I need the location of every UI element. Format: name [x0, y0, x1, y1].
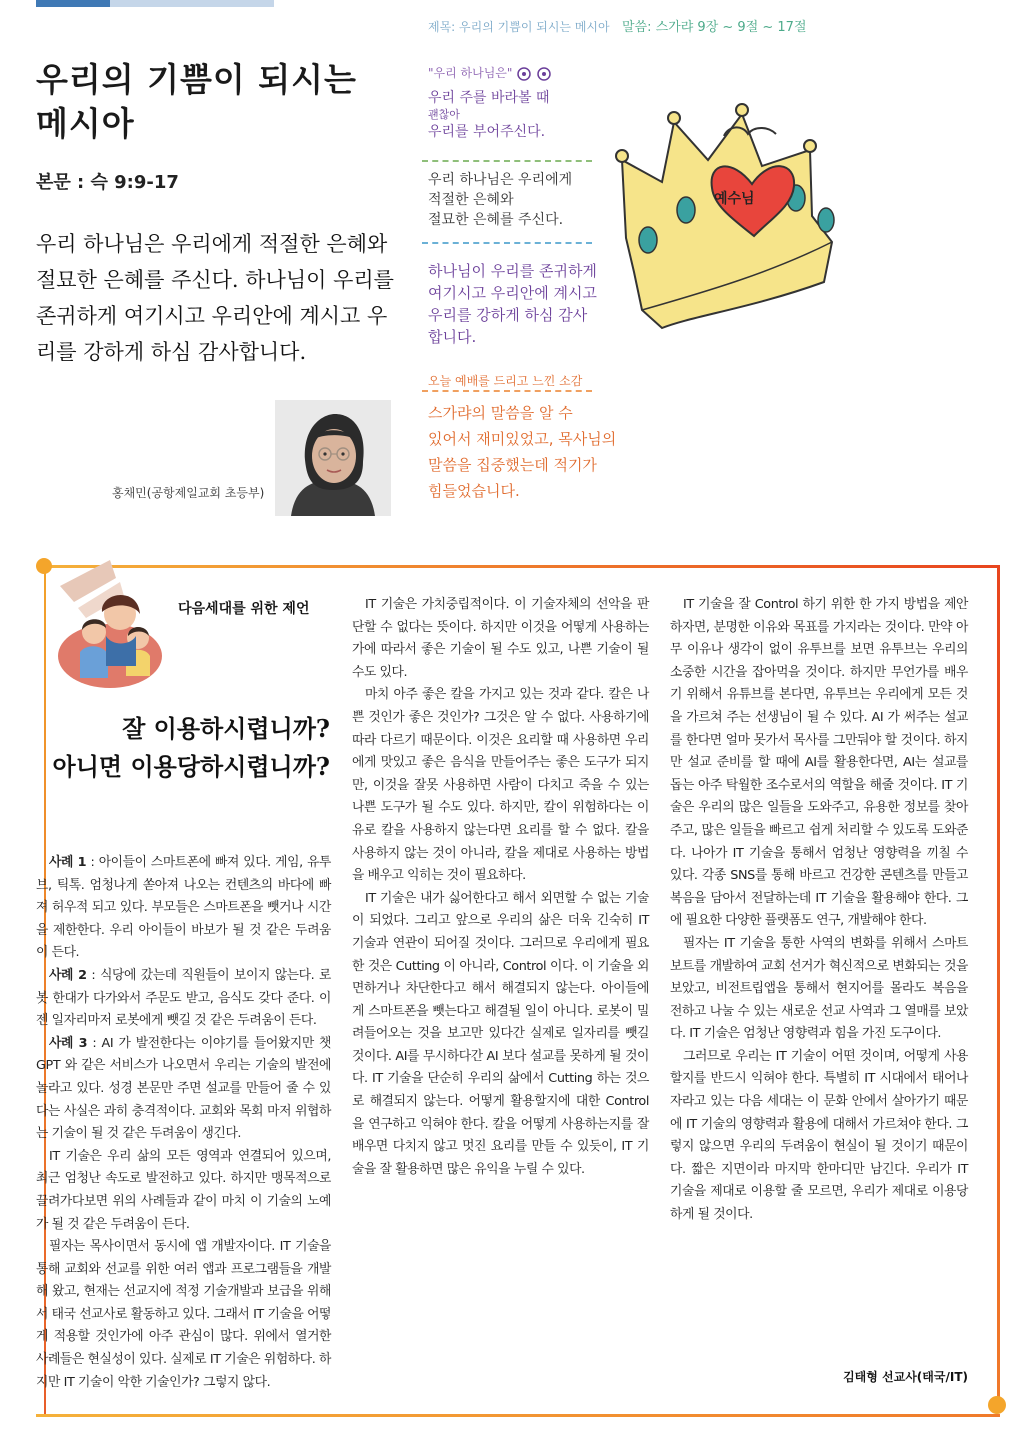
frame-dot-bottom [988, 1396, 1006, 1414]
column-section-label: 다음세대를 위한 제언 [178, 601, 310, 617]
case-1-paragraph: 사례 1 : 아이들이 스마트폰에 빠져 있다. 게임, 유투브, 틱톡. 엄청나게 쏟아져 나오는 컨텐츠의 바다에 빠져 허우적 되고 있다. 부모들은 스마트폰을 뺏거나 시간을 제한한다. 우리 아이들이 바보가 될 것 같은 두려움이 든다. [36, 855, 331, 961]
column-paragraph-2: 필자는 목사이면서 동시에 앱 개발자이다. IT 기술을 통해 교회와 선교를 위한 여러 앱과 프로그램들을 개발해 왔고, 현재는 선교지에 적정 기술개발과 보급을 위해서 태국 선교사로 활동하고 있다. 그래서 IT 기술을 어떻게 적용할 것인가에 아주 관심이 많다. 위에서 열거한 사례들은 현실성이 있다. 실제로 IT 기술은 위험하다. 하지만 IT 기술이 악한 기술인가? 그렇지 않다. [36, 1239, 331, 1390]
column-paragraph-6: IT 기술을 잘 Control 하기 위한 한 가지 방법을 제안하자면, 분명한 이유와 목표를 가지라는 것이다. 만약 아무 이유나 생각이 없이 유투브를 보면 유투브는 우리의 소중한 시간을 잡아먹을 것이다. 하지만 무언가를 배우기 위해서 유튜브를 본다면, 유투브는 우리에게 모든 것을 가르쳐 주는 선생님이 될 수 있다. AI 가 써주는 설교를 한다면 얼마 못가서 목사를 그만둬야 할 것이다. 하지만 설교 준비를 할 때에 AI를 활용한다면, AI는 설교를 돕는 아주 탁월한 조수로서의 역할을 해줄 것이다. IT 기술은 우리의 많은 일들을 도와주고, 유용한 정보를 찾아주고, 많은 일들을 빠르고 쉽게 처리할 수 있도록 도와준다. 나아가 IT 기술을 통해서 엄청난 영향력을 끼칠 수 있다. 각종 SNS를 통해 바르고 건강한 콘텐츠를 만들고 복음을 담아서 전달하는데 IT 기술을 활용해야 한다. 그에 필요한 다양한 플랫폼도 연구, 개발해야 한다. [670, 597, 968, 929]
column-headline: 잘 이용하시렵니까? 아니면 이용당하시렵니까? [52, 714, 330, 781]
column-paragraph-3: IT 기술은 가치중립적이다. 이 기술자체의 선악을 판단할 수 없다는 뜻이다. 하지만 이것을 어떻게 사용하는가에 따라서 좋은 기술이 될 수도 있고, 나쁜 기술이 될 수도 있다. [352, 597, 649, 680]
drawing-note-2: 우리 하나님은 우리에게 적절한 은혜와 절묘한 은혜를 주신다. [428, 172, 573, 228]
column-text-col-2 [352, 594, 649, 1181]
sermon-title: 우리의 기쁨이 되시는 메시아 [36, 60, 357, 143]
family-illustration [50, 556, 170, 690]
column-author: 김태형 선교사(태국/IT) [843, 1370, 968, 1384]
frame-right-border [997, 565, 1000, 1405]
drawing-title: 제목: 우리의 기쁨이 되시는 메시아 [428, 20, 610, 34]
author-photo [275, 400, 391, 516]
divider-2 [422, 242, 592, 246]
drawing-label-2: 오늘 예배를 드리고 느낀 소감 [428, 374, 583, 388]
heart-label: 예수님 [714, 191, 755, 207]
case-2-paragraph: 사례 2 : 식당에 갔는데 직원들이 보이지 않는다. 로봇 한대가 다가와서 주문도 받고, 음식도 갖다 준다. 이젠 일자리마저 로봇에게 뺏길 것 같은 두려움이 든다. [36, 967, 332, 1029]
divider-1 [422, 160, 592, 164]
drawing-passage: 말씀: 스가랴 9장 ~ 9절 ~ 17절 [622, 20, 807, 35]
sermon-body: 우리 하나님은 우리에게 적절한 은혜와 절묘한 은혜를 주신다. 하나님이 우리를 존귀하게 여기시고 우리안에 계시고 우리를 강하게 하심 감사합니다. [36, 232, 394, 364]
drawing-note-4: 스가랴의 말씀을 알 수 있어서 재미있었고, 목사님의 말씀을 집중했는데 적기가 힘들었습니다. [428, 404, 617, 500]
column-paragraph-1: IT 기술은 우리 삶의 모든 영역과 연결되어 있으며, 최근 엄청난 속도로 발전하고 있다. 하지만 맹목적으로 끌려가다보면 위의 사례들과 같이 마치 이 기술의 노예가 될 것 같은 두려움이 든다. [36, 1148, 331, 1232]
column-paragraph-7: 필자는 IT 기술을 통한 사역의 변화를 위해서 스마트보트를 개발하여 교회 선거가 혁신적으로 변화되는 것을 보았고, 비전트립앱을 통해서 현지어를 몰라도 복음을 전하고 나눌 수 있는 새로운 선교 사역과 그 열매를 보았다. IT 기술은 엄청난 영향력과 힘을 가진 도구이다. [670, 935, 968, 1042]
child-drawing [412, 10, 862, 510]
top-accent-bar [36, 0, 110, 7]
sermon-scripture: 본문 : 슥 9:9-17 [36, 172, 179, 193]
frame-top-border [44, 565, 1000, 568]
column-paragraph-4: 마치 아주 좋은 칼을 가지고 있는 것과 같다. 칼은 나쁜 것인가 좋은 것인가? 그것은 알 수 없다. 사용하기에 따라 다르기 때문이다. 이것은 요리할 때 사용하면 우리에게 맛있고 좋은 음식을 만들어주는 좋은 도구가 되지만, 이것을 잘못 사용하면 사람이 다치고 죽을 수 있는 나쁜 도구가 될 수도 있다. 하지만, 칼이 위험하다는 이유로 칼을 사용하지 않는다면 요리를 할 수 없다. 칼을 사용하지 않는 것이 아니라, 칼을 제대로 사용하는 방법을 배우고 익히는 것이 필요하다. [352, 687, 649, 884]
drawing-note-3: 하나님이 우리를 존귀하게 여기시고 우리안에 계시고 우리를 강하게 하심 감사 합니다. [428, 262, 597, 346]
drawing-note-1: 우리 주를 바라볼 때 괜찮아 우리를 부어주신다. [428, 90, 550, 140]
drawing-label-1: "우리 하나님은" [428, 66, 513, 80]
column-text-col-1 [36, 852, 332, 1390]
frame-bottom-border [36, 1414, 1000, 1417]
column-paragraph-8: 그러므로 우리는 IT 기술이 어떤 것이며, 어떻게 사용할지를 반드시 익혀야 한다. 특별히 IT 시대에서 태어나 자라고 있는 다음 세대는 이 문화 안에서 살아가기 때문에 IT 기술의 영향력과 활용에 대해서 가르쳐야 한다. 그렇지 않으면 우리의 두려움이 현실이 될 것이기 때문이다. 짧은 지면이라 마지막 한마디만 남긴다. 우리가 IT 기술을 제대로 이용할 줄 모르면, 우리가 제대로 이용당하게 될 것이다. [670, 1048, 968, 1223]
top-accent-bar-light [110, 0, 274, 7]
column-text-col-3 [670, 594, 968, 1227]
divider-3 [422, 390, 592, 394]
sermon-author: 홍채민(공항제일교회 초등부) [112, 486, 265, 500]
column-paragraph-5: IT 기술은 내가 싫어한다고 해서 외면할 수 없는 기술이 되었다. 그리고 앞으로 우리의 삶은 더욱 긴숙히 IT 기술과 연관이 되어질 것이다. 그러므로 우리에게 필요한 것은 Cutting 이 아니라, Control 이다. 이 기술을 외면하거나 차단한다고 해서 해결되지 않는다. 아이들에게 스마트폰을 뺏는다고 해결될 일이 아니다. 로봇이 밀려들어오는 것을 보고만 있다간 실제로 일자리를 뺏길 것이다. AI를 무시하다간 AI 보다 설교를 못하게 될 것이다. IT 기술을 단순히 우리의 삶에서 Cutting 하는 것으로 해결되지 않는다. 어떻게 활용할지에 대한 Control 을 연구하고 익혀야 한다. 칼을 어떻게 사용하는지를 잘 배우면 다치지 않고 멋진 요리를 만들 수 있듯이, IT 기술을 잘 활용하면 많은 유익을 누릴 수 있다. [352, 890, 649, 1177]
eyes-doodle-icon [516, 66, 556, 82]
case-3-paragraph: 사례 3 : AI 가 발전한다는 이야기를 들어왔지만 챗 GPT 와 같은 서비스가 나오면서 우리는 기술의 발전에 놀라고 있다. 성경 본문만 주면 설교를 만들어 줄 수 있다는 사실은 과히 충격적이다. 교회와 목회 마저 위협하는 기술이 될 것 같은 두려움이 생긴다. [36, 1035, 332, 1142]
